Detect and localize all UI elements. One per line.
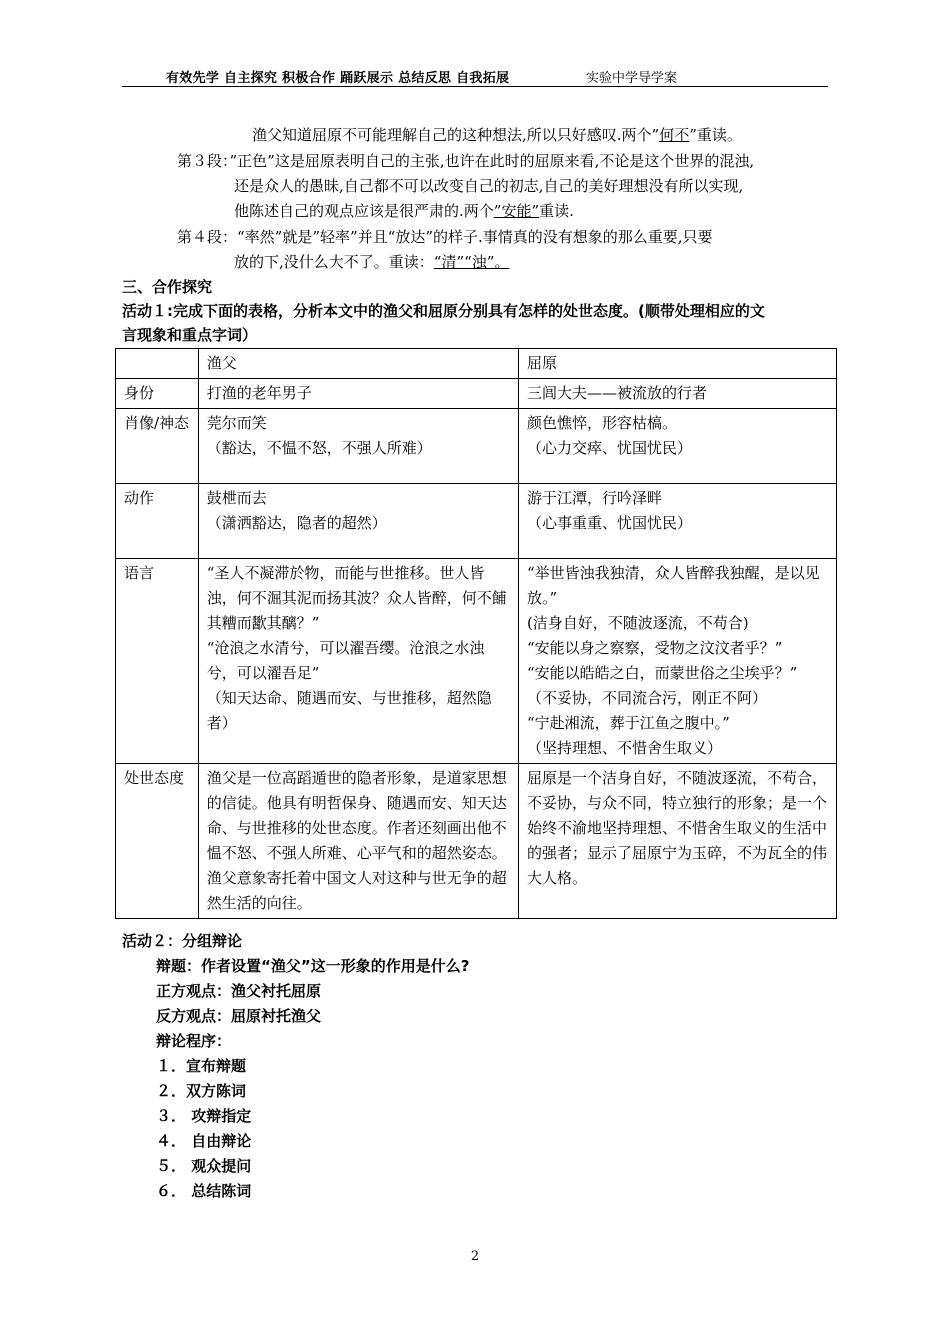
table-header-row (116, 349, 837, 379)
underlined-term: ”安能” (493, 202, 540, 220)
quyuan-cell: 颜色憔悴，形容枯槁。 （心力交瘁、忧国忧民） (518, 409, 836, 484)
section-title: 三、合作探究 (122, 278, 213, 296)
quyuan-cell: 屈原是一个洁身自好，不随波逐流，不苟合，不妥协，与众不同，特立独行的形象；是一个始终不渝地坚持理想、不惜舍生取义的生活中的强者；显示了屈原宁为玉碎，不为瓦全的伟大人格。 (518, 764, 836, 919)
activity-2-title: 活动２：分组辩论 (122, 932, 243, 950)
pro-position: 正方观点：渔父衬托屈原 (156, 982, 322, 1000)
paragraph-4-line-2: 放的下,没什么大不了。重读：“清”“浊”。 (234, 253, 510, 271)
procedure-step: ４． 自由辩论 (156, 1132, 252, 1150)
quyuan-cell: 游于江潭，行吟泽畔 （心事重重、忧国忧民） (518, 484, 836, 559)
yufu-cell: 渔父是一位高蹈遁世的隐者形象，是道家思想的信徒。他具有明哲保身、随遇而安、知天达命、与世推移的处世态度。作者还刻画出他不愠不怒、不强人所难、心平气和的超然姿态。渔父意象寄托着中国文人对这种与世无争的超然生活的向往。 (198, 764, 518, 919)
procedure-step: ２．双方陈词 (156, 1082, 247, 1100)
debate-topic: 辩题：作者设置“渔父”这一形象的作用是什么? (156, 957, 470, 975)
procedure-step: ６． 总结陈词 (156, 1182, 252, 1200)
underlined-term: “清”“浊”。 (433, 253, 510, 271)
page-header (122, 64, 828, 87)
activity-1-line-1: 活动１:完成下面的表格，分析本文中的渔父和屈原分别具有怎样的处世态度。(顺带处理相应的文 (122, 302, 765, 320)
page-number: 2 (470, 1249, 480, 1264)
header-motto: 有效先学 自主探究 积极合作 踊跃展示 总结反思 自我拓展 (166, 71, 510, 86)
con-position: 反方观点：屈原衬托渔父 (156, 1007, 322, 1025)
procedure-step: ５． 观众提问 (156, 1157, 252, 1175)
row-label: 处世态度 (116, 764, 199, 919)
procedure-step: １．宣布辩题 (156, 1057, 247, 1075)
comparison-table (115, 348, 837, 919)
table-header-cell: 渔父 (198, 349, 518, 379)
header-school: 实验中学导学案 (586, 71, 678, 86)
quyuan-cell: “举世皆浊我独清，众人皆醉我独醒，是以见放。” (洁身自好，不随波逐流，不苟合) “安能以身之察察，受物之汶汶者乎？” “安能以皓皓之白，而蒙世俗之尘埃乎？” （不妥协，不同流合污，刚正不阿） “宁赴湘流，葬于江鱼之腹中。” （坚持理想、不惜舍生取义） (518, 559, 836, 764)
table-row (116, 559, 837, 764)
row-label: 肖像/神态 (116, 409, 199, 484)
procedure-title: 辩论程序： (156, 1032, 232, 1050)
intro-line-1: 渔父知道屈原不可能理解自己的这种想法,所以只好感叹.两个”何不”重读。 (252, 126, 742, 144)
table-header-cell (116, 349, 199, 379)
table-row (116, 484, 837, 559)
yufu-cell: 鼓枻而去 （潇洒豁达，隐者的超然） (198, 484, 518, 559)
paragraph-4-line-1: 第４段：“率然”就是”轻率”并且“放达”的样子.事情真的没有想象的那么重要,只要 (177, 228, 713, 246)
table-header-cell: 屈原 (518, 349, 836, 379)
table-row (116, 764, 837, 919)
activity-1-line-2: 言现象和重点字词） (122, 326, 258, 344)
yufu-cell: 莞尔而笑 （豁达，不愠不怒，不强人所难） (198, 409, 518, 484)
paragraph-3-line-2: 还是众人的愚昧,自己都不可以改变自己的初志,自己的美好理想没有所以实现, (234, 177, 744, 195)
paragraph-3-line-1: 第３段：”正色”这是屈原表明自己的主张,也许在此时的屈原来看,不论是这个世界的混浊, (177, 152, 755, 170)
underlined-term: 何不 (659, 126, 690, 144)
paragraph-3-line-3: 他陈述自己的观点应该是很严肃的.两个”安能”重读. (234, 202, 574, 220)
table-row (116, 379, 837, 409)
yufu-cell: “圣人不凝滞於物，而能与世推移。世人皆浊，何不淈其泥而扬其波？众人皆醉，何不餔其糟而歠其醨？” “沧浪之水清兮，可以濯吾缨。沧浪之水浊兮，可以濯吾足” （知天达命、随遇而安、与世推移，超然隐者） (198, 559, 518, 764)
row-label: 身份 (116, 379, 199, 409)
procedure-step: ３． 攻辩指定 (156, 1107, 252, 1125)
row-label: 语言 (116, 559, 199, 764)
quyuan-cell: 三闾大夫——被流放的行者 (518, 379, 836, 409)
table-row (116, 409, 837, 484)
yufu-cell: 打渔的老年男子 (198, 379, 518, 409)
row-label: 动作 (116, 484, 199, 559)
